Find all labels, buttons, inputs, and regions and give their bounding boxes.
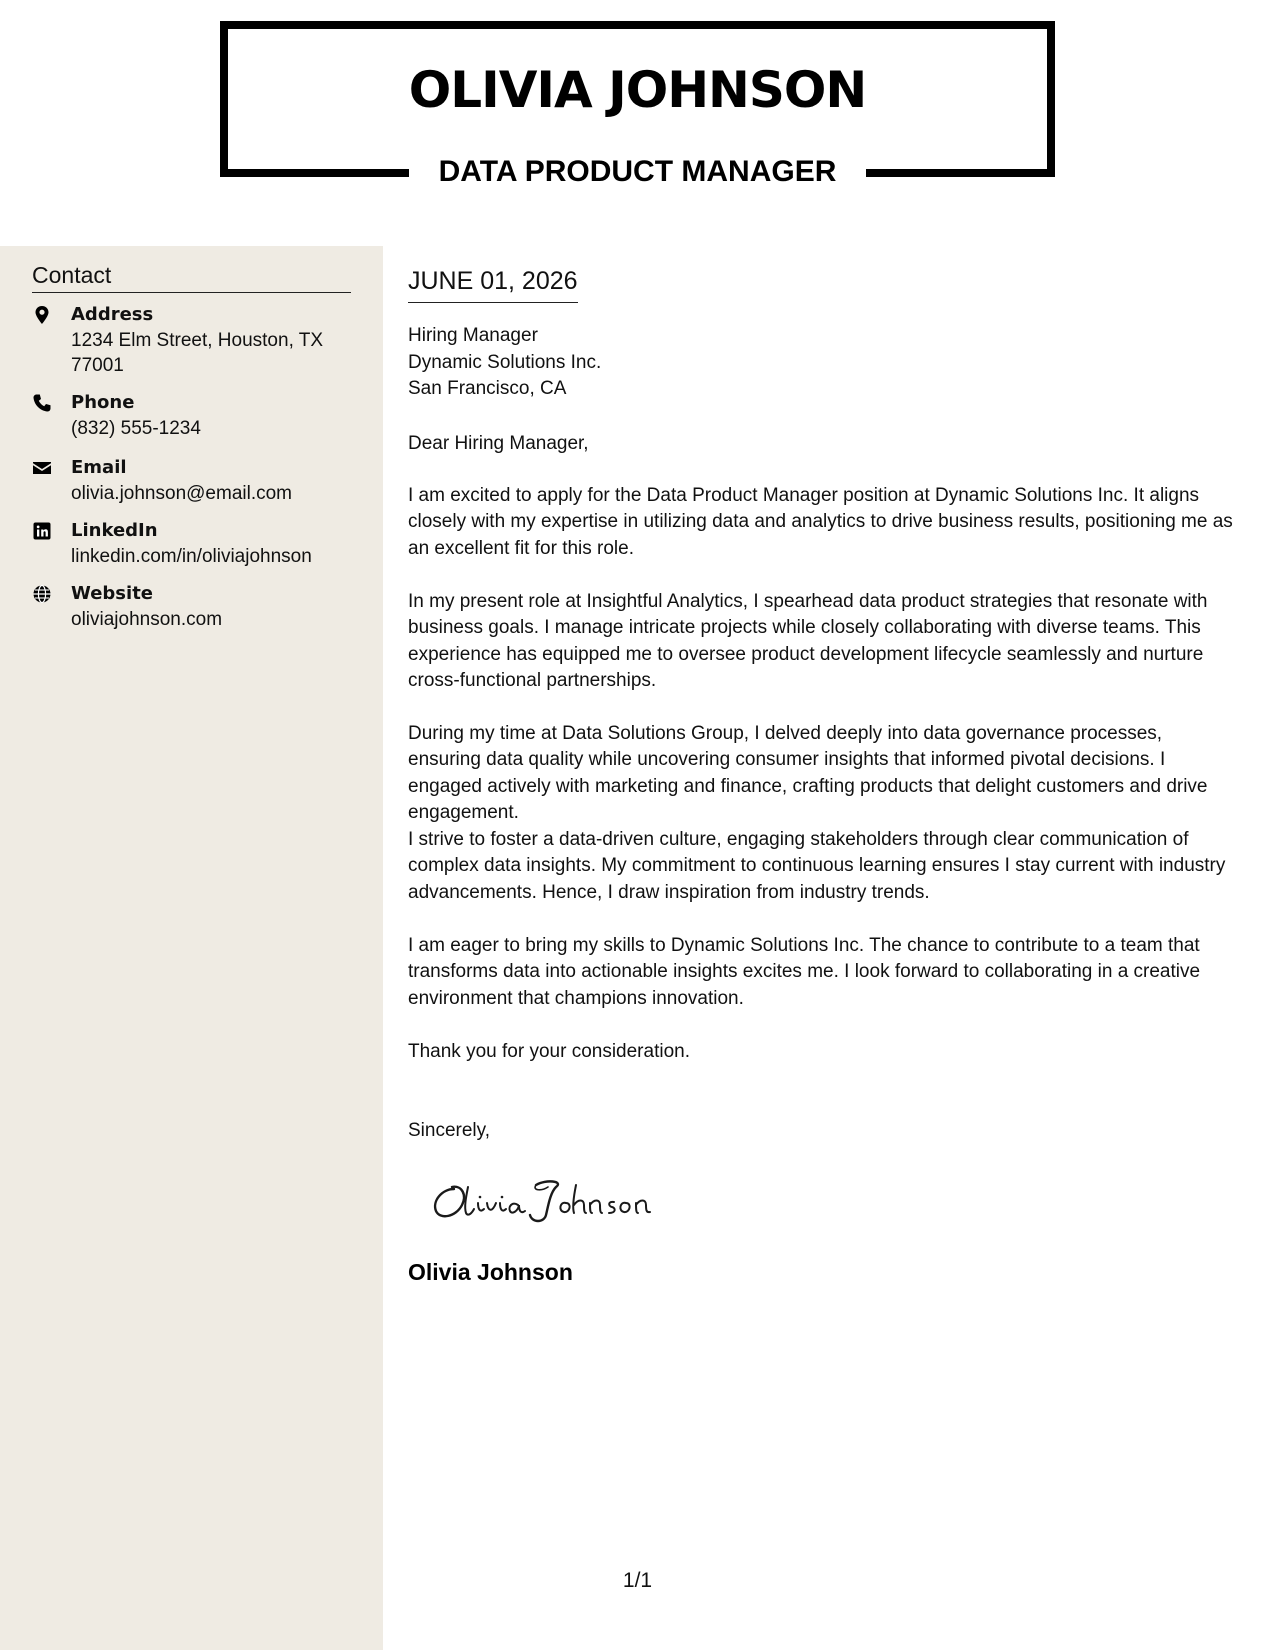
body-paragraph: Thank you for your consideration. bbox=[408, 1041, 690, 1062]
handwritten-signature bbox=[424, 1167, 664, 1227]
body-paragraph: I am eager to bring my skills to Dynamic Solutions Inc. The chance to contribute to a team that transforms data into actionable insights excites me. I look forward to collaborating in a creative environment that champions innovation. bbox=[408, 935, 1201, 1009]
recipient-line: Dynamic Solutions Inc. bbox=[408, 351, 602, 373]
email-label: Email bbox=[71, 457, 127, 478]
email-value: olivia.johnson@email.com bbox=[71, 483, 292, 504]
map-pin-icon bbox=[32, 305, 52, 325]
linkedin-label: LinkedIn bbox=[71, 520, 158, 541]
body-paragraph: I strive to foster a data-driven culture, engaging stakeholders through clear communication of complex data insights. My commitment to continuous learning ensures I stay current with industry advancements. Hence, I draw inspiration from industry trends. bbox=[408, 829, 1226, 903]
address-label: Address bbox=[71, 304, 154, 325]
linkedin-icon bbox=[32, 521, 52, 541]
closing: Sincerely, bbox=[408, 1120, 491, 1141]
job-title: DATA PRODUCT MANAGER bbox=[438, 155, 837, 188]
frame-top-border bbox=[220, 21, 1055, 29]
body-paragraph: During my time at Data Solutions Group, I delved deeply into data governance processes, ensuring data quality while uncovering consumer insights that informed pivotal decisions. I engaged actively with marketing and finance, crafting products that delight customers and drive engagement. bbox=[408, 723, 1208, 824]
page-number: 1/1 bbox=[622, 1569, 653, 1592]
contact-heading: Contact bbox=[32, 262, 351, 293]
website-label: Website bbox=[71, 583, 154, 604]
header-frame bbox=[220, 21, 1055, 188]
phone-icon bbox=[32, 393, 52, 413]
phone-label: Phone bbox=[71, 392, 135, 413]
recipient-line: Hiring Manager bbox=[408, 325, 538, 346]
phone-value: (832) 555-1234 bbox=[71, 418, 201, 439]
contact-sidebar bbox=[0, 246, 383, 1650]
recipient-block bbox=[408, 323, 601, 403]
globe-icon bbox=[32, 584, 52, 604]
website-value: oliviajohnson.com bbox=[71, 609, 223, 630]
body-paragraph: In my present role at Insightful Analytics, I spearhead data product strategies that resonate with business goals. I manage intricate projects while closely collaborating with diverse teams. This experience has equipped me to oversee product development lifecycle seamlessly and nurture cross-functional partnerships. bbox=[408, 591, 1208, 692]
body-paragraph: I am excited to apply for the Data Product Manager position at Dynamic Solutions Inc. It aligns closely with my expertise in utilizing data and analytics to drive business results, positioning me as an excellent fit for this role. bbox=[408, 485, 1233, 559]
linkedin-value: linkedin.com/in/oliviajohnson bbox=[71, 546, 312, 567]
address-value: 1234 Elm Street, Houston, TX 77001 bbox=[71, 330, 324, 376]
letter-date: JUNE 01, 2026 bbox=[408, 266, 578, 303]
recipient-line: San Francisco, CA bbox=[408, 378, 567, 399]
signer-name: Olivia Johnson bbox=[408, 1259, 573, 1285]
applicant-name: OLIVIA JOHNSON bbox=[408, 61, 867, 119]
salutation: Dear Hiring Manager, bbox=[408, 433, 589, 454]
envelope-icon bbox=[32, 458, 52, 478]
